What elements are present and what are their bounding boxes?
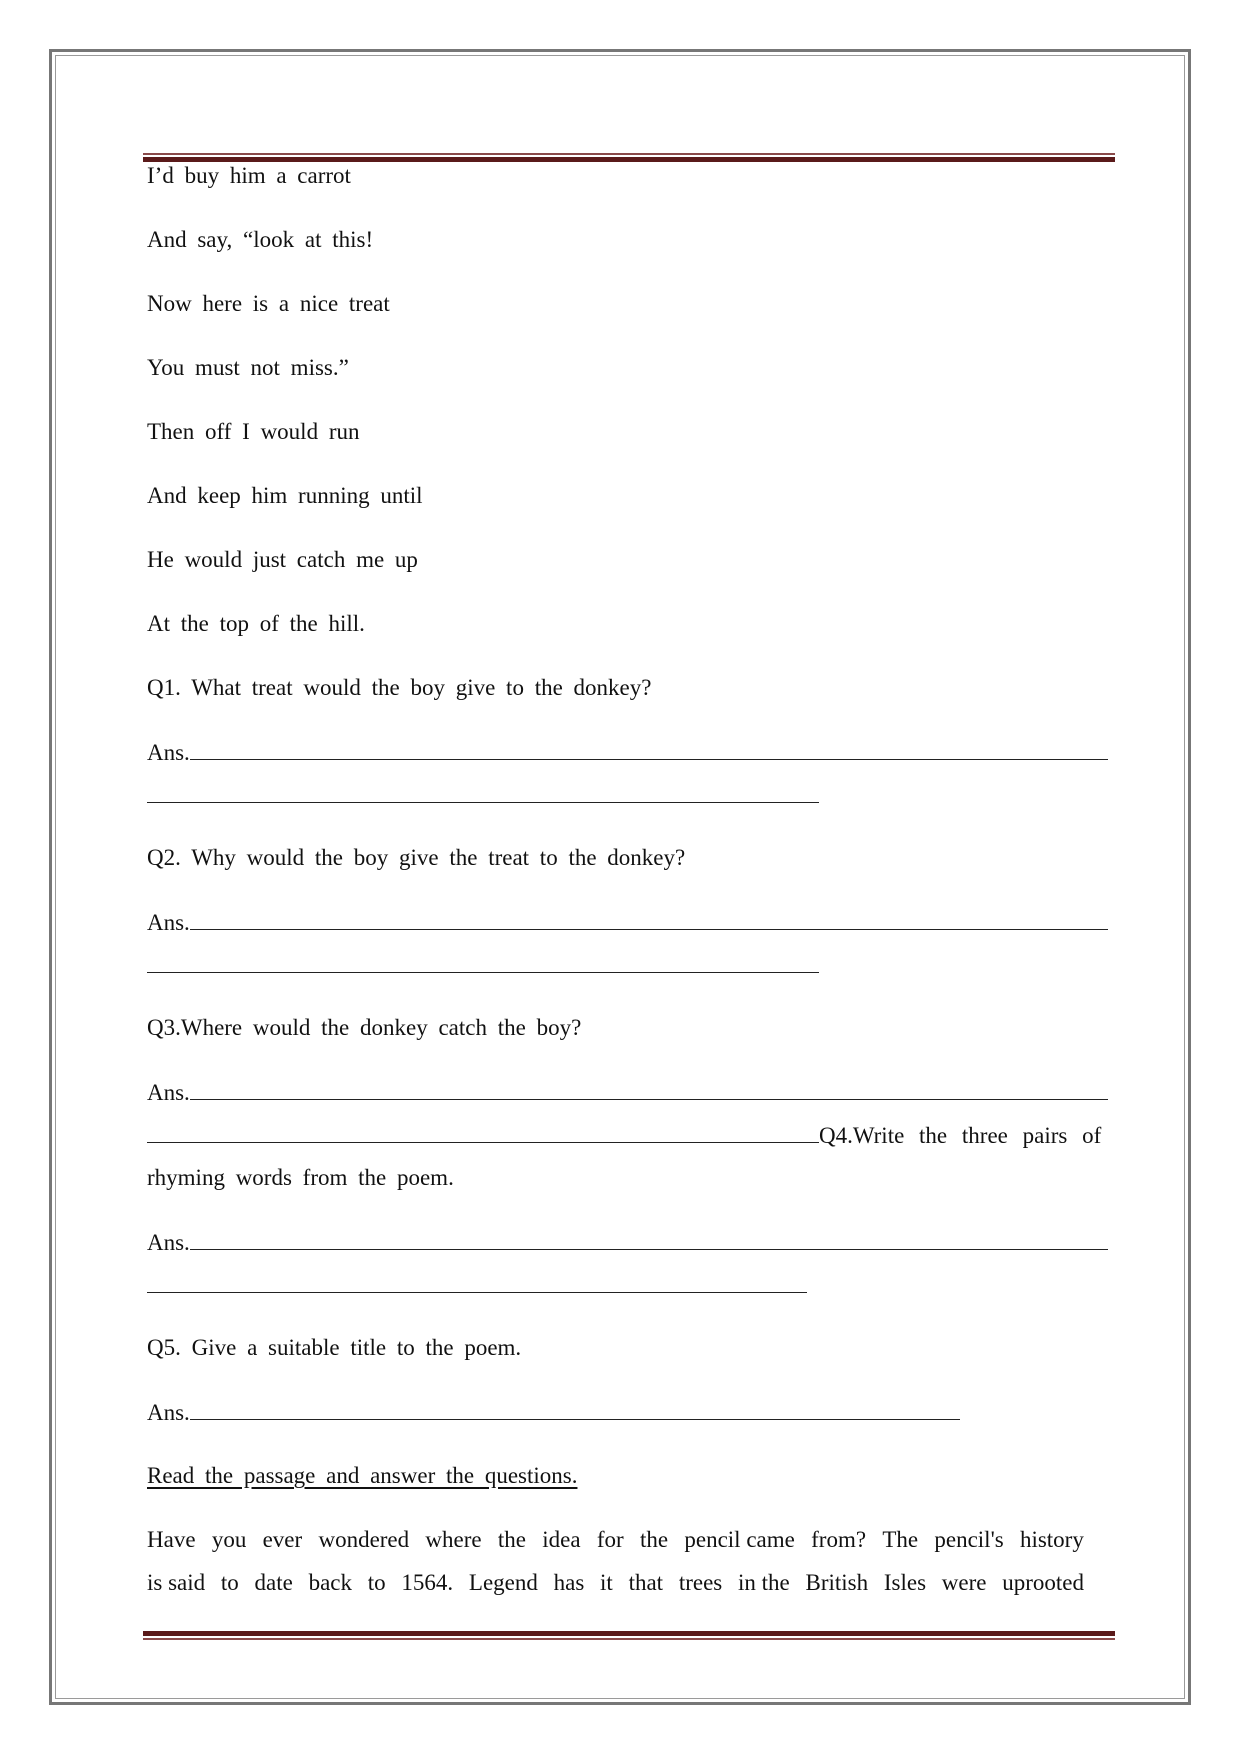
answer-5-row — [147, 1397, 960, 1428]
answer-1-row — [147, 737, 1108, 768]
passage-word: it — [600, 1570, 613, 1595]
passage-word: from? — [811, 1527, 867, 1552]
question-5: Q5. Give a suitable title to the poem. — [147, 1335, 522, 1360]
answer-2-blank[interactable] — [190, 907, 1108, 930]
passage-word: British — [805, 1570, 869, 1595]
passage-word: that — [628, 1570, 664, 1595]
answer-5-blank[interactable] — [190, 1397, 960, 1420]
poem-line: At the top of the hill. — [147, 611, 365, 636]
passage-word: the — [497, 1527, 526, 1552]
answer-3-row — [147, 1077, 1108, 1108]
passage-word: idea — [542, 1527, 581, 1552]
passage-word: The — [882, 1527, 919, 1552]
passage-word: has — [553, 1570, 585, 1595]
passage-word: trees — [678, 1570, 723, 1595]
passage-word: uprooted — [1002, 1570, 1084, 1595]
poem-line: Now here is a nice treat — [147, 291, 390, 316]
answer-1-row-2 — [147, 780, 819, 811]
answer-4-blank-2[interactable] — [147, 1270, 807, 1293]
passage-word: Have — [147, 1527, 196, 1552]
answer-1-blank-2[interactable] — [147, 780, 819, 803]
passage-word: where — [425, 1527, 482, 1552]
passage-word: pencil's — [934, 1527, 1004, 1552]
passage-word: you — [211, 1527, 247, 1552]
passage-word: the — [639, 1527, 669, 1552]
answer-2-row — [147, 907, 1108, 938]
answer-2-row-2 — [147, 950, 819, 981]
answer-4-blank[interactable] — [190, 1227, 1108, 1250]
passage-word: Legend — [468, 1570, 538, 1595]
poem-line: You must not miss.” — [147, 355, 349, 380]
passage-instruction — [147, 1461, 577, 1491]
answer-label: Ans. — [147, 740, 190, 765]
passage-word: in the — [738, 1570, 790, 1595]
answer-3-blank[interactable] — [190, 1077, 1108, 1100]
passage-word: 1564. — [401, 1570, 454, 1595]
passage-word: to — [220, 1570, 239, 1595]
footer-rule — [143, 1631, 1115, 1640]
poem-line: Then off I would run — [147, 419, 360, 444]
poem-line: And keep him running until — [147, 483, 423, 508]
poem-line: He would just catch me up — [147, 547, 418, 572]
question-1: Q1. What treat would the boy give to the donkey? — [147, 675, 652, 700]
poem-line: And say, “look at this! — [147, 227, 374, 252]
question-3: Q3.Where would the donkey catch the boy? — [147, 1015, 582, 1040]
question-4-continued: rhyming words from the poem. — [147, 1165, 454, 1190]
answer-label: Ans. — [147, 1080, 190, 1105]
question-4: Q4.Write the three pairs of — [819, 1123, 1102, 1148]
question-2: Q2. Why would the boy give the treat to the donkey? — [147, 845, 686, 870]
answer-4-row — [147, 1227, 1108, 1258]
answer-3-row-2 — [147, 1120, 1101, 1151]
instruction-text: Read the passage and answer the questions. — [147, 1463, 578, 1488]
passage-word: for — [596, 1527, 624, 1552]
passage-word: is said — [147, 1570, 206, 1595]
passage-line-1 — [147, 1525, 1084, 1555]
passage-word: ever — [262, 1527, 303, 1552]
passage-line-2 — [147, 1568, 1084, 1598]
passage-word: wondered — [318, 1527, 410, 1552]
answer-4-row-2 — [147, 1270, 807, 1301]
answer-label: Ans. — [147, 1400, 190, 1425]
passage-word: to — [367, 1570, 386, 1595]
answer-1-blank[interactable] — [190, 737, 1108, 760]
passage-word: back — [308, 1570, 353, 1595]
passage-word: were — [941, 1570, 987, 1595]
passage-word: pencil came — [684, 1527, 795, 1552]
answer-2-blank-2[interactable] — [147, 950, 819, 973]
passage-word: Isles — [883, 1570, 927, 1595]
passage-word: date — [254, 1570, 293, 1595]
poem-line: I’d buy him a carrot — [147, 163, 351, 188]
answer-3-blank-2[interactable] — [147, 1120, 819, 1143]
answer-label: Ans. — [147, 1230, 190, 1255]
passage-word: history — [1019, 1527, 1084, 1552]
answer-label: Ans. — [147, 910, 190, 935]
